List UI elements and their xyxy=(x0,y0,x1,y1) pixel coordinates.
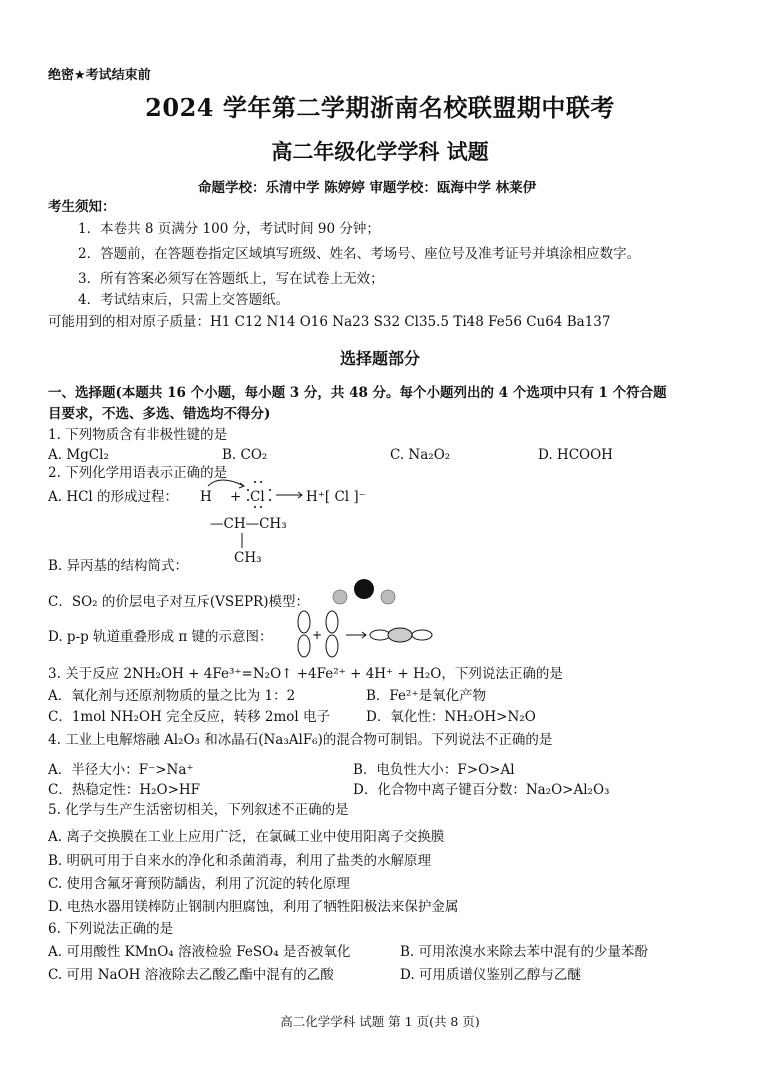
q6-option-b: B. 可用浓溴水来除去苯中混有的少量苯酚 xyxy=(400,944,649,960)
q1-option-b: B. CO₂ xyxy=(222,447,268,463)
so2-vsepr-model-icon xyxy=(328,577,402,609)
q2-option-d: D. p-p 轨道重叠形成 π 键的示意图： xyxy=(48,629,273,645)
notice-item-3: 3．所有答案必须写在答题纸上，写在试卷上无效； xyxy=(78,271,384,287)
q6-option-c: C. 可用 NaOH 溶液除去乙酸乙酯中混有的乙酸 xyxy=(48,967,334,983)
q3-option-d: D．氧化性：NH₂OH>N₂O xyxy=(366,709,536,725)
page-footer: 高二化学学科 试题 第 1 页(共 8 页) xyxy=(280,1014,480,1029)
notice-item-4: 4．考试结束后，只需上交答题纸。 xyxy=(78,292,290,308)
q2-option-c: C．SO₂ 的价层电子对互斥(VSEPR)模型： xyxy=(48,594,309,610)
svg-text:+: + xyxy=(312,628,323,642)
q6-option-a: A. 可用酸性 KMnO₄ 溶液检验 FeSO₄ 是否被氧化 xyxy=(48,944,351,960)
section-instruction-1: 一、选择题(本题共 16 个小题，每小题 3 分，共 48 分。每个小题列出的 4 个选项中只有 1 个符合题 xyxy=(48,385,667,401)
hcl-product: H⁺[ Cl ]⁻ xyxy=(306,489,366,505)
q5-option-c: C. 使用含氟牙膏预防龋齿，利用了沉淀的转化原理 xyxy=(48,876,350,892)
q3-stem-prefix: 3. 关于反应 xyxy=(48,666,124,682)
q3-option-a: A．氧化剂与还原剂物质的量之比为 1：2 xyxy=(48,688,296,704)
q4-option-a: A．半径大小：F⁻>Na⁺ xyxy=(48,762,194,778)
q6-option-d: D. 可用质谱仪鉴别乙醇与乙醚 xyxy=(400,967,581,983)
q1-option-a: A. MgCl₂ xyxy=(48,447,109,463)
q5-stem: 5. 化学与生产生活密切相关，下列叙述不正确的是 xyxy=(48,802,349,818)
q2-option-a: A. HCl 的形成过程： xyxy=(48,489,179,505)
q3-stem-suffix: ，下列说法正确的是 xyxy=(441,666,563,682)
q1-option-c: C. Na₂O₂ xyxy=(390,447,451,463)
exam-subtitle: 高二年级化学学科 试题 xyxy=(271,139,489,164)
q6-stem: 6. 下列说法正确的是 xyxy=(48,921,174,937)
isopropyl-ch3: CH₃ xyxy=(234,550,262,566)
confidential-mark: 绝密★考试结束前 xyxy=(48,68,151,83)
isopropyl-bond xyxy=(240,533,244,549)
notice-item-2: 2．答题前，在答题卷指定区域填写班级、姓名、考场号、座位号及准考证号并填涂相应数字。 xyxy=(78,246,641,262)
q3-option-c: C．1mol NH₂OH 完全反应，转移 2mol 电子 xyxy=(48,709,331,725)
q2-stem: 2. 下列化学用语表示正确的是 xyxy=(48,465,228,481)
q4-option-d: D．化合物中离子键百分数：Na₂O>Al₂O₃ xyxy=(353,782,610,798)
q3-equation: 2NH₂OH + 4Fe³⁺=N₂O↑ +4Fe²⁺ + 4H⁺ + H₂O xyxy=(123,666,442,682)
section-instruction-2: 目要求，不选、多选、错选均不得分) xyxy=(48,406,271,422)
isopropyl-chain: —CH—CH₃ xyxy=(210,516,287,532)
q4-stem: 4. 工业上电解熔融 Al₂O₃ 和冰晶石(Na₃AlF₆)的混合物可制铝。下列说法不正确的是 xyxy=(48,732,553,748)
q1-stem: 1. 下列物质含有非极性键的是 xyxy=(48,427,228,443)
hcl-plus: + xyxy=(230,489,242,505)
atomic-mass-line: 可能用到的相对原子质量：H1 C12 N14 O16 Na23 S32 Cl35.5 Ti48 Fe56 Cu64 Ba137 xyxy=(48,314,611,330)
exam-title: 2024 学年第二学期浙南名校联盟期中联考 xyxy=(145,93,615,122)
section-title: 选择题部分 xyxy=(339,349,420,368)
notice-item-1: 1．本卷共 8 页满分 100 分，考试时间 90 分钟； xyxy=(78,221,380,237)
q3-stem xyxy=(48,665,563,683)
q5-option-a: A. 离子交换膜在工业上应用广泛，在氯碱工业中使用阳离子交换膜 xyxy=(48,829,445,845)
author-line: 命题学校：乐清中学 陈婷婷 审题学校：瓯海中学 林莱伊 xyxy=(198,180,537,196)
hcl-cl-atom: Cl xyxy=(250,489,265,505)
q5-option-b: B. 明矾可用于自来水的净化和杀菌消毒，利用了盐类的水解原理 xyxy=(48,853,432,869)
hcl-h-atom: H xyxy=(200,489,212,505)
notice-heading: 考生须知： xyxy=(48,199,116,215)
p-orbital-pi-bond-icon xyxy=(294,610,444,660)
q4-option-c: C．热稳定性：H₂O>HF xyxy=(48,782,201,798)
q2-option-b: B. 异丙基的结构简式： xyxy=(48,558,189,574)
q1-option-d: D. HCOOH xyxy=(538,447,613,463)
q4-option-b: B．电负性大小：F>O>Al xyxy=(353,762,515,778)
q3-option-b: B．Fe²⁺是氧化产物 xyxy=(366,688,487,704)
q5-option-d: D. 电热水器用镁棒防止钢制内胆腐蚀，利用了牺牲阳极法来保护金属 xyxy=(48,899,459,915)
